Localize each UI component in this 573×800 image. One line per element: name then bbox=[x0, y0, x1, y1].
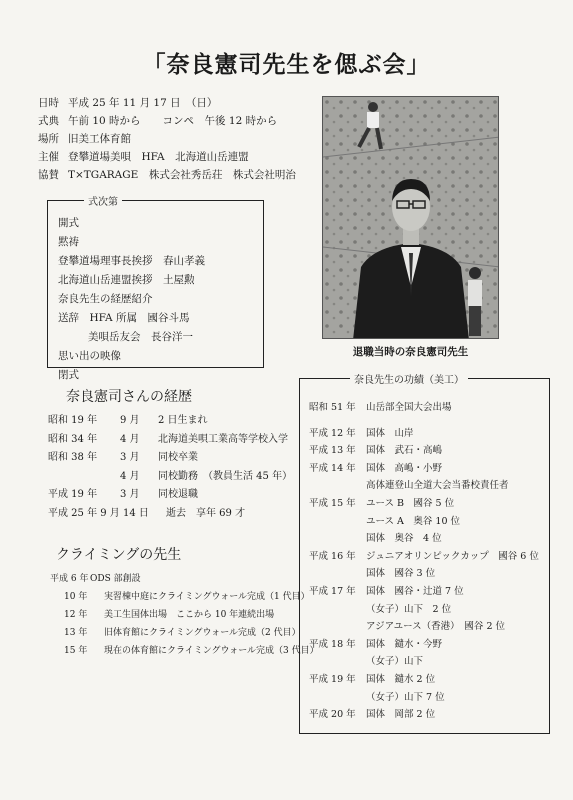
achievement-row bbox=[309, 548, 539, 566]
climbing-year: 10 年 bbox=[64, 592, 88, 602]
achievement-year bbox=[309, 653, 366, 671]
career-row bbox=[48, 468, 292, 487]
career-era bbox=[48, 468, 120, 487]
career-heading: 奈良憲司さんの経歴 bbox=[66, 389, 192, 405]
achievement-text: （女子）山下 2 位 bbox=[366, 603, 452, 615]
climbing-heading: クライミングの先生 bbox=[56, 547, 182, 563]
achievement-year: 平成 18 年 bbox=[309, 638, 356, 650]
spacer bbox=[309, 417, 539, 425]
achievement-year bbox=[309, 530, 366, 548]
climbing-row bbox=[50, 606, 319, 624]
achievement-text: 山岳部全国大会出場 bbox=[366, 402, 452, 413]
career-text: 同校退職 bbox=[158, 489, 198, 500]
achievement-text: アジアユース（香港） 國谷 2 位 bbox=[366, 621, 506, 633]
climbing-year: 15 年 bbox=[64, 646, 88, 656]
program-item: 送辞 HFA 所属 國谷斗馬 bbox=[58, 312, 190, 324]
achievement-text: （女子）山下 bbox=[366, 656, 424, 668]
achievement-text: 国体 鑓水 2 位 bbox=[366, 673, 436, 685]
program-box bbox=[47, 197, 264, 381]
achievement-text: （女子）山下 7 位 bbox=[366, 691, 445, 703]
achievement-row bbox=[309, 583, 539, 601]
career-month: 3 月 bbox=[120, 489, 140, 500]
achievement-year: 平成 13 年 bbox=[309, 445, 356, 457]
climbing-text: 実習棟中庭にクライミングウォール完成（1 代目） bbox=[104, 592, 310, 602]
career-era: 昭和 38 年 bbox=[48, 452, 98, 463]
achievement-text: 国体 高嶋・小野 bbox=[366, 462, 443, 474]
info-key: 日時 bbox=[38, 97, 59, 109]
info-value: 午前 10 時から bbox=[68, 115, 141, 127]
climbing-text: ODS 部創設 bbox=[90, 574, 141, 584]
program-item: 北海道山岳連盟挨拶 土屋勲 bbox=[58, 274, 195, 286]
achievement-year bbox=[309, 513, 366, 531]
career-row bbox=[48, 449, 292, 468]
achievements-box bbox=[299, 375, 550, 734]
achievement-year bbox=[309, 601, 366, 619]
photo-caption: 退職当時の奈良憲司先生 bbox=[352, 346, 469, 358]
climbing-row bbox=[50, 588, 319, 606]
career-row bbox=[48, 486, 292, 505]
climbing-year: 平成 6 年 bbox=[50, 574, 89, 584]
achievement-year: 平成 16 年 bbox=[309, 550, 356, 562]
achievement-year bbox=[309, 618, 366, 636]
program-list bbox=[58, 214, 205, 385]
achievement-row bbox=[309, 530, 539, 548]
achievement-text: 国体 奥谷 4 位 bbox=[366, 533, 442, 545]
achievement-row bbox=[309, 477, 539, 495]
achievement-row bbox=[309, 618, 539, 636]
climbing-year: 13 年 bbox=[64, 628, 88, 638]
achievement-text: 国体 武石・高嶋 bbox=[366, 445, 443, 457]
career-month: 9 月 bbox=[120, 415, 140, 426]
climbing-row bbox=[50, 624, 319, 642]
achievement-text: 高体連登山全道大会当番校責任者 bbox=[366, 480, 509, 492]
info-key: 協賛 bbox=[38, 169, 59, 181]
program-item: 美唄岳友会 長谷洋一 bbox=[88, 331, 193, 343]
achievement-year: 平成 15 年 bbox=[309, 497, 356, 509]
career-month: 4 月 bbox=[120, 433, 140, 445]
achievement-row bbox=[309, 565, 539, 583]
program-item: 思い出の映像 bbox=[58, 350, 121, 362]
career-text: 同校勤務 （教員生活 45 年） bbox=[158, 470, 293, 482]
achievement-row bbox=[309, 636, 539, 654]
program-item: 奈良先生の経歴紹介 bbox=[58, 293, 153, 305]
career-era: 平成 19 年 bbox=[48, 489, 98, 500]
career-era: 昭和 34 年 bbox=[48, 433, 98, 445]
career-month: 4 月 bbox=[120, 470, 140, 482]
climbing-row bbox=[50, 642, 319, 660]
info-value-compe: コンペ 午後 12 時から bbox=[162, 115, 278, 127]
info-value: 登攀道場美唄 HFA 北海道山岳連盟 bbox=[68, 151, 249, 163]
climbing-list bbox=[50, 570, 319, 660]
career-text: 逝去 享年 69 才 bbox=[166, 507, 246, 519]
achievement-text: 国体 山岸 bbox=[366, 427, 414, 439]
achievement-text: 国体 岡部 2 位 bbox=[366, 709, 436, 721]
achievement-year: 平成 19 年 bbox=[309, 673, 356, 685]
achievement-text: ユース A 奥谷 10 位 bbox=[366, 515, 461, 527]
achievements-list bbox=[309, 399, 539, 724]
climbing-text: 美工生国体出場 ここから 10 年連続出場 bbox=[104, 610, 275, 620]
info-row-sponsor bbox=[38, 166, 296, 184]
info-value: 平成 25 年 11 月 17 日 （日） bbox=[68, 97, 218, 109]
career-row bbox=[48, 412, 292, 431]
achievement-row bbox=[309, 495, 539, 513]
achievement-year: 平成 12 年 bbox=[309, 427, 356, 439]
achievement-row bbox=[309, 425, 539, 443]
achievement-year bbox=[309, 477, 366, 495]
info-key: 主催 bbox=[38, 151, 59, 163]
achievement-text: 国体 國谷・辻道 7 位 bbox=[366, 585, 464, 597]
achievement-text: ユース B 國谷 5 位 bbox=[366, 497, 455, 509]
program-legend: 式次第 bbox=[84, 193, 122, 208]
career-row bbox=[48, 505, 292, 524]
career-row bbox=[48, 431, 292, 450]
program-item: 閉式 bbox=[58, 369, 79, 381]
portrait-photo bbox=[322, 96, 499, 339]
achievement-row bbox=[309, 671, 539, 689]
info-value: T×TGARAGE 株式会社秀岳荘 株式会社明治 bbox=[68, 169, 296, 181]
climbing-year: 12 年 bbox=[64, 610, 88, 620]
info-row-date bbox=[38, 94, 296, 112]
achievement-year: 昭和 51 年 bbox=[309, 402, 356, 413]
event-info bbox=[38, 94, 296, 184]
info-value: 旧美工体育館 bbox=[68, 133, 131, 145]
career-text: 北海道美唄工業高等学校入学 bbox=[158, 433, 288, 445]
achievement-year bbox=[309, 565, 366, 583]
achievement-row bbox=[309, 460, 539, 478]
achievements-legend: 奈良先生の功績（美工） bbox=[350, 371, 468, 386]
climbing-row bbox=[50, 570, 319, 588]
info-row-place bbox=[38, 130, 296, 148]
climbing-text: 現在の体育館にクライミングウォール完成（3 代目） bbox=[104, 646, 319, 656]
achievement-text: 国体 鑓水・今野 bbox=[366, 638, 443, 650]
info-key: 式典 bbox=[38, 115, 59, 127]
achievement-year: 平成 17 年 bbox=[309, 585, 356, 597]
achievement-row bbox=[309, 442, 539, 460]
climbing-text: 旧体育館にクライミングウォール完成（2 代目） bbox=[104, 628, 301, 638]
career-list bbox=[48, 412, 292, 523]
info-row-ceremony bbox=[38, 112, 296, 130]
achievement-row bbox=[309, 601, 539, 619]
program-item: 開式 bbox=[58, 217, 79, 229]
career-month: 3 月 bbox=[120, 452, 140, 463]
info-key: 場所 bbox=[38, 133, 59, 145]
program-item: 登攀道場理事長挨拶 春山孝義 bbox=[58, 255, 205, 267]
portrait-photo-image bbox=[323, 97, 499, 339]
achievement-row bbox=[309, 399, 539, 417]
achievement-row bbox=[309, 706, 539, 724]
achievement-row bbox=[309, 513, 539, 531]
achievement-row bbox=[309, 689, 539, 707]
achievement-year: 平成 14 年 bbox=[309, 462, 356, 474]
career-era: 昭和 19 年 bbox=[48, 415, 98, 426]
achievement-row bbox=[309, 653, 539, 671]
page-title: 「奈良憲司先生を偲ぶ会」 bbox=[142, 51, 431, 78]
program-item: 黙祷 bbox=[58, 236, 79, 248]
achievement-year: 平成 20 年 bbox=[309, 709, 356, 721]
career-text: 2 日生まれ bbox=[158, 415, 208, 426]
achievement-text: ジュニアオリンピックカップ 國谷 6 位 bbox=[366, 550, 539, 562]
career-text: 同校卒業 bbox=[158, 452, 198, 463]
achievement-year bbox=[309, 689, 366, 707]
career-era: 平成 25 年 9 月 14 日 bbox=[48, 507, 149, 519]
info-row-host bbox=[38, 148, 296, 166]
achievement-text: 国体 國谷 3 位 bbox=[366, 568, 436, 580]
